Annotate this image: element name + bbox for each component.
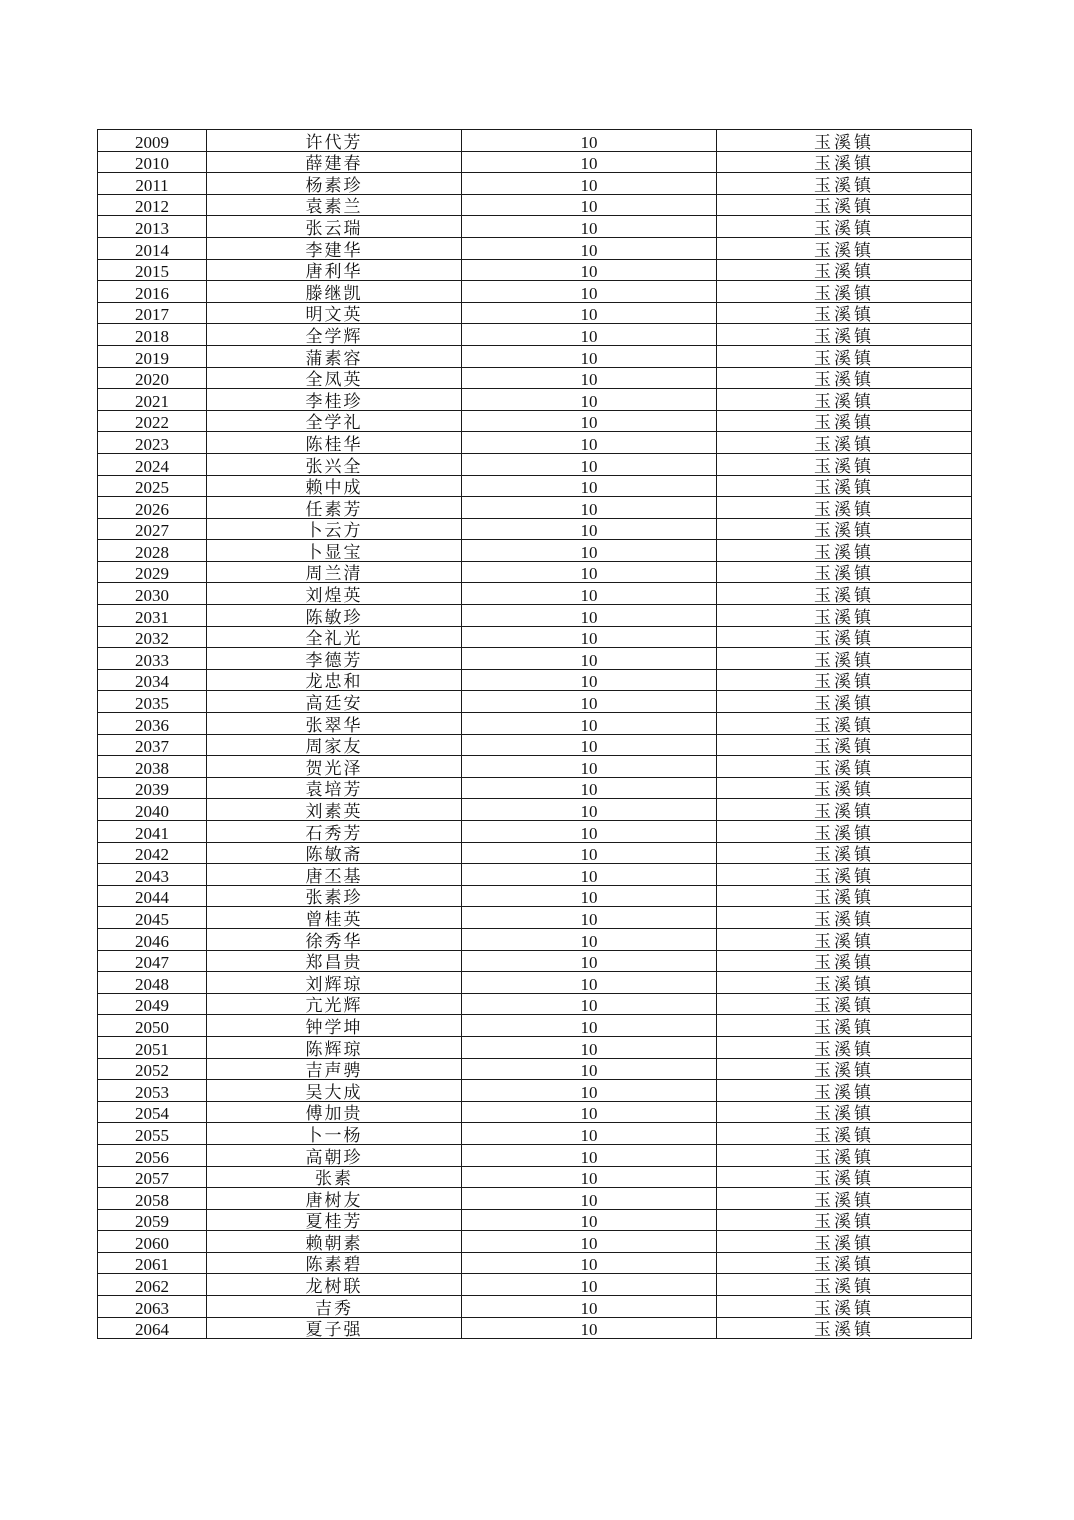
- person-name-cell: 贺光泽: [207, 756, 462, 778]
- table-row: [98, 151, 972, 173]
- row-number-cell: 2037: [98, 734, 207, 756]
- town-cell: 玉溪镇: [717, 130, 972, 152]
- amount-cell: 10: [462, 734, 717, 756]
- amount-cell: 10: [462, 1209, 717, 1231]
- person-name-cell: 陈敏珍: [207, 605, 462, 627]
- person-name-cell: 陈桂华: [207, 432, 462, 454]
- amount-cell: 10: [462, 626, 717, 648]
- person-name-cell: 许代芳: [207, 130, 462, 152]
- town-cell: 玉溪镇: [717, 561, 972, 583]
- amount-cell: 10: [462, 907, 717, 929]
- town-cell: 玉溪镇: [717, 1209, 972, 1231]
- person-name-cell: 蒲素容: [207, 345, 462, 367]
- amount-cell: 10: [462, 885, 717, 907]
- amount-cell: 10: [462, 561, 717, 583]
- table-row: [98, 324, 972, 346]
- person-name-cell: 刘辉琼: [207, 972, 462, 994]
- person-name-cell: 石秀芳: [207, 821, 462, 843]
- town-cell: 玉溪镇: [717, 151, 972, 173]
- amount-cell: 10: [462, 497, 717, 519]
- person-name-cell: 唐树友: [207, 1188, 462, 1210]
- town-cell: 玉溪镇: [717, 1231, 972, 1253]
- amount-cell: 10: [462, 324, 717, 346]
- table-row: [98, 907, 972, 929]
- town-cell: 玉溪镇: [717, 194, 972, 216]
- town-cell: 玉溪镇: [717, 777, 972, 799]
- person-name-cell: 薛建春: [207, 151, 462, 173]
- amount-cell: 10: [462, 475, 717, 497]
- town-cell: 玉溪镇: [717, 1144, 972, 1166]
- amount-cell: 10: [462, 237, 717, 259]
- amount-cell: 10: [462, 842, 717, 864]
- town-cell: 玉溪镇: [717, 907, 972, 929]
- row-number-cell: 2040: [98, 799, 207, 821]
- amount-cell: 10: [462, 1274, 717, 1296]
- person-name-cell: 张素珍: [207, 885, 462, 907]
- row-number-cell: 2059: [98, 1209, 207, 1231]
- person-name-cell: 卜显宝: [207, 540, 462, 562]
- town-cell: 玉溪镇: [717, 648, 972, 670]
- person-name-cell: 全礼光: [207, 626, 462, 648]
- row-number-cell: 2030: [98, 583, 207, 605]
- row-number-cell: 2046: [98, 928, 207, 950]
- town-cell: 玉溪镇: [717, 734, 972, 756]
- row-number-cell: 2021: [98, 389, 207, 411]
- table-row: [98, 194, 972, 216]
- row-number-cell: 2055: [98, 1123, 207, 1145]
- town-cell: 玉溪镇: [717, 1274, 972, 1296]
- person-name-cell: 傅加贵: [207, 1101, 462, 1123]
- person-name-cell: 高廷安: [207, 691, 462, 713]
- row-number-cell: 2009: [98, 130, 207, 152]
- town-cell: 玉溪镇: [717, 1101, 972, 1123]
- table-row: [98, 799, 972, 821]
- amount-cell: 10: [462, 1101, 717, 1123]
- town-cell: 玉溪镇: [717, 885, 972, 907]
- table-row: [98, 130, 972, 152]
- town-cell: 玉溪镇: [717, 281, 972, 303]
- table-row: [98, 734, 972, 756]
- table-row: [98, 713, 972, 735]
- row-number-cell: 2041: [98, 821, 207, 843]
- town-cell: 玉溪镇: [717, 799, 972, 821]
- amount-cell: 10: [462, 583, 717, 605]
- town-cell: 玉溪镇: [717, 950, 972, 972]
- table-row: [98, 864, 972, 886]
- person-name-cell: 全学辉: [207, 324, 462, 346]
- roster-table: [97, 129, 972, 1339]
- person-name-cell: 刘素英: [207, 799, 462, 821]
- person-name-cell: 郑昌贵: [207, 950, 462, 972]
- amount-cell: 10: [462, 194, 717, 216]
- town-cell: 玉溪镇: [717, 1188, 972, 1210]
- row-number-cell: 2013: [98, 216, 207, 238]
- town-cell: 玉溪镇: [717, 324, 972, 346]
- table-row: [98, 453, 972, 475]
- person-name-cell: 赖朝素: [207, 1231, 462, 1253]
- town-cell: 玉溪镇: [717, 1252, 972, 1274]
- row-number-cell: 2023: [98, 432, 207, 454]
- amount-cell: 10: [462, 777, 717, 799]
- person-name-cell: 滕继凯: [207, 281, 462, 303]
- row-number-cell: 2057: [98, 1166, 207, 1188]
- town-cell: 玉溪镇: [717, 518, 972, 540]
- town-cell: 玉溪镇: [717, 173, 972, 195]
- person-name-cell: 张兴全: [207, 453, 462, 475]
- town-cell: 玉溪镇: [717, 540, 972, 562]
- person-name-cell: 陈敏斋: [207, 842, 462, 864]
- table-row: [98, 345, 972, 367]
- row-number-cell: 2022: [98, 410, 207, 432]
- row-number-cell: 2018: [98, 324, 207, 346]
- amount-cell: 10: [462, 1080, 717, 1102]
- table-row: [98, 237, 972, 259]
- amount-cell: 10: [462, 605, 717, 627]
- amount-cell: 10: [462, 1317, 717, 1339]
- amount-cell: 10: [462, 216, 717, 238]
- row-number-cell: 2063: [98, 1296, 207, 1318]
- table-row: [98, 972, 972, 994]
- row-number-cell: 2042: [98, 842, 207, 864]
- person-name-cell: 李桂珍: [207, 389, 462, 411]
- amount-cell: 10: [462, 799, 717, 821]
- town-cell: 玉溪镇: [717, 1080, 972, 1102]
- town-cell: 玉溪镇: [717, 691, 972, 713]
- person-name-cell: 吉声骋: [207, 1058, 462, 1080]
- amount-cell: 10: [462, 540, 717, 562]
- amount-cell: 10: [462, 950, 717, 972]
- table-row: [98, 1274, 972, 1296]
- row-number-cell: 2043: [98, 864, 207, 886]
- row-number-cell: 2049: [98, 993, 207, 1015]
- table-row: [98, 777, 972, 799]
- amount-cell: 10: [462, 1036, 717, 1058]
- person-name-cell: 陈辉琼: [207, 1036, 462, 1058]
- table-row: [98, 259, 972, 281]
- amount-cell: 10: [462, 1296, 717, 1318]
- person-name-cell: 杨素珍: [207, 173, 462, 195]
- row-number-cell: 2012: [98, 194, 207, 216]
- person-name-cell: 夏桂芳: [207, 1209, 462, 1231]
- row-number-cell: 2027: [98, 518, 207, 540]
- town-cell: 玉溪镇: [717, 713, 972, 735]
- amount-cell: 10: [462, 756, 717, 778]
- table-row: [98, 1188, 972, 1210]
- table-row: [98, 691, 972, 713]
- person-name-cell: 全凤英: [207, 367, 462, 389]
- town-cell: 玉溪镇: [717, 583, 972, 605]
- amount-cell: 10: [462, 669, 717, 691]
- table-row: [98, 173, 972, 195]
- amount-cell: 10: [462, 864, 717, 886]
- person-name-cell: 卜云方: [207, 518, 462, 540]
- person-name-cell: 钟学坤: [207, 1015, 462, 1037]
- row-number-cell: 2031: [98, 605, 207, 627]
- person-name-cell: 亢光辉: [207, 993, 462, 1015]
- town-cell: 玉溪镇: [717, 1015, 972, 1037]
- amount-cell: 10: [462, 648, 717, 670]
- amount-cell: 10: [462, 928, 717, 950]
- row-number-cell: 2047: [98, 950, 207, 972]
- town-cell: 玉溪镇: [717, 259, 972, 281]
- person-name-cell: 高朝珍: [207, 1144, 462, 1166]
- table-row: [98, 1166, 972, 1188]
- row-number-cell: 2028: [98, 540, 207, 562]
- amount-cell: 10: [462, 130, 717, 152]
- person-name-cell: 夏子强: [207, 1317, 462, 1339]
- town-cell: 玉溪镇: [717, 410, 972, 432]
- amount-cell: 10: [462, 1252, 717, 1274]
- person-name-cell: 徐秀华: [207, 928, 462, 950]
- town-cell: 玉溪镇: [717, 1123, 972, 1145]
- row-number-cell: 2032: [98, 626, 207, 648]
- town-cell: 玉溪镇: [717, 972, 972, 994]
- person-name-cell: 吴大成: [207, 1080, 462, 1102]
- table-row: [98, 648, 972, 670]
- row-number-cell: 2016: [98, 281, 207, 303]
- row-number-cell: 2060: [98, 1231, 207, 1253]
- row-number-cell: 2035: [98, 691, 207, 713]
- amount-cell: 10: [462, 345, 717, 367]
- amount-cell: 10: [462, 972, 717, 994]
- person-name-cell: 张云瑞: [207, 216, 462, 238]
- table-row: [98, 475, 972, 497]
- table-row: [98, 885, 972, 907]
- town-cell: 玉溪镇: [717, 821, 972, 843]
- amount-cell: 10: [462, 1123, 717, 1145]
- amount-cell: 10: [462, 993, 717, 1015]
- row-number-cell: 2029: [98, 561, 207, 583]
- amount-cell: 10: [462, 367, 717, 389]
- row-number-cell: 2051: [98, 1036, 207, 1058]
- amount-cell: 10: [462, 821, 717, 843]
- person-name-cell: 唐利华: [207, 259, 462, 281]
- row-number-cell: 2020: [98, 367, 207, 389]
- table-row: [98, 583, 972, 605]
- town-cell: 玉溪镇: [717, 864, 972, 886]
- person-name-cell: 明文英: [207, 302, 462, 324]
- table-row: [98, 1209, 972, 1231]
- town-cell: 玉溪镇: [717, 367, 972, 389]
- table-row: [98, 410, 972, 432]
- person-name-cell: 陈素碧: [207, 1252, 462, 1274]
- table-row: [98, 561, 972, 583]
- row-number-cell: 2025: [98, 475, 207, 497]
- table-row: [98, 1101, 972, 1123]
- town-cell: 玉溪镇: [717, 345, 972, 367]
- person-name-cell: 唐丕基: [207, 864, 462, 886]
- row-number-cell: 2017: [98, 302, 207, 324]
- row-number-cell: 2045: [98, 907, 207, 929]
- row-number-cell: 2019: [98, 345, 207, 367]
- town-cell: 玉溪镇: [717, 1058, 972, 1080]
- table-row: [98, 993, 972, 1015]
- table-row: [98, 497, 972, 519]
- town-cell: 玉溪镇: [717, 1036, 972, 1058]
- row-number-cell: 2026: [98, 497, 207, 519]
- amount-cell: 10: [462, 432, 717, 454]
- table-row: [98, 1296, 972, 1318]
- amount-cell: 10: [462, 151, 717, 173]
- row-number-cell: 2015: [98, 259, 207, 281]
- amount-cell: 10: [462, 691, 717, 713]
- person-name-cell: 袁素兰: [207, 194, 462, 216]
- amount-cell: 10: [462, 518, 717, 540]
- town-cell: 玉溪镇: [717, 475, 972, 497]
- person-name-cell: 吉秀: [207, 1296, 462, 1318]
- town-cell: 玉溪镇: [717, 756, 972, 778]
- table-row: [98, 518, 972, 540]
- table-row: [98, 1058, 972, 1080]
- table-row: [98, 950, 972, 972]
- town-cell: 玉溪镇: [717, 605, 972, 627]
- amount-cell: 10: [462, 302, 717, 324]
- table-row: [98, 540, 972, 562]
- amount-cell: 10: [462, 713, 717, 735]
- town-cell: 玉溪镇: [717, 626, 972, 648]
- town-cell: 玉溪镇: [717, 389, 972, 411]
- table-row: [98, 756, 972, 778]
- row-number-cell: 2024: [98, 453, 207, 475]
- person-name-cell: 全学礼: [207, 410, 462, 432]
- amount-cell: 10: [462, 281, 717, 303]
- person-name-cell: 张素: [207, 1166, 462, 1188]
- person-name-cell: 李建华: [207, 237, 462, 259]
- table-row: [98, 821, 972, 843]
- amount-cell: 10: [462, 173, 717, 195]
- row-number-cell: 2034: [98, 669, 207, 691]
- row-number-cell: 2053: [98, 1080, 207, 1102]
- town-cell: 玉溪镇: [717, 1166, 972, 1188]
- amount-cell: 10: [462, 1015, 717, 1037]
- table-row: [98, 842, 972, 864]
- town-cell: 玉溪镇: [717, 928, 972, 950]
- town-cell: 玉溪镇: [717, 497, 972, 519]
- table-row: [98, 367, 972, 389]
- amount-cell: 10: [462, 1231, 717, 1253]
- table-row: [98, 1231, 972, 1253]
- table-row: [98, 216, 972, 238]
- amount-cell: 10: [462, 453, 717, 475]
- row-number-cell: 2061: [98, 1252, 207, 1274]
- town-cell: 玉溪镇: [717, 237, 972, 259]
- person-name-cell: 刘煌英: [207, 583, 462, 605]
- table-row: [98, 605, 972, 627]
- town-cell: 玉溪镇: [717, 842, 972, 864]
- amount-cell: 10: [462, 410, 717, 432]
- row-number-cell: 2011: [98, 173, 207, 195]
- person-name-cell: 张翠华: [207, 713, 462, 735]
- row-number-cell: 2052: [98, 1058, 207, 1080]
- table-row: [98, 1252, 972, 1274]
- person-name-cell: 周家友: [207, 734, 462, 756]
- table-row: [98, 1080, 972, 1102]
- table-row: [98, 1015, 972, 1037]
- town-cell: 玉溪镇: [717, 1296, 972, 1318]
- town-cell: 玉溪镇: [717, 302, 972, 324]
- town-cell: 玉溪镇: [717, 669, 972, 691]
- row-number-cell: 2039: [98, 777, 207, 799]
- table-row: [98, 928, 972, 950]
- amount-cell: 10: [462, 389, 717, 411]
- person-name-cell: 任素芳: [207, 497, 462, 519]
- row-number-cell: 2050: [98, 1015, 207, 1037]
- row-number-cell: 2014: [98, 237, 207, 259]
- table-row: [98, 389, 972, 411]
- table-row: [98, 432, 972, 454]
- row-number-cell: 2048: [98, 972, 207, 994]
- table-row: [98, 1317, 972, 1339]
- town-cell: 玉溪镇: [717, 432, 972, 454]
- table-row: [98, 626, 972, 648]
- row-number-cell: 2038: [98, 756, 207, 778]
- roster-table-body: [98, 130, 972, 1339]
- person-name-cell: 曾桂英: [207, 907, 462, 929]
- person-name-cell: 袁培芳: [207, 777, 462, 799]
- amount-cell: 10: [462, 1058, 717, 1080]
- person-name-cell: 龙树联: [207, 1274, 462, 1296]
- person-name-cell: 龙忠和: [207, 669, 462, 691]
- table-row: [98, 669, 972, 691]
- town-cell: 玉溪镇: [717, 993, 972, 1015]
- town-cell: 玉溪镇: [717, 453, 972, 475]
- table-row: [98, 1144, 972, 1166]
- table-row: [98, 302, 972, 324]
- person-name-cell: 卜一杨: [207, 1123, 462, 1145]
- amount-cell: 10: [462, 1144, 717, 1166]
- row-number-cell: 2010: [98, 151, 207, 173]
- table-row: [98, 1123, 972, 1145]
- person-name-cell: 赖中成: [207, 475, 462, 497]
- row-number-cell: 2033: [98, 648, 207, 670]
- row-number-cell: 2064: [98, 1317, 207, 1339]
- row-number-cell: 2058: [98, 1188, 207, 1210]
- row-number-cell: 2044: [98, 885, 207, 907]
- town-cell: 玉溪镇: [717, 1317, 972, 1339]
- amount-cell: 10: [462, 1188, 717, 1210]
- town-cell: 玉溪镇: [717, 216, 972, 238]
- row-number-cell: 2062: [98, 1274, 207, 1296]
- amount-cell: 10: [462, 259, 717, 281]
- row-number-cell: 2036: [98, 713, 207, 735]
- row-number-cell: 2054: [98, 1101, 207, 1123]
- table-row: [98, 281, 972, 303]
- table-row: [98, 1036, 972, 1058]
- person-name-cell: 李德芳: [207, 648, 462, 670]
- person-name-cell: 周兰清: [207, 561, 462, 583]
- row-number-cell: 2056: [98, 1144, 207, 1166]
- amount-cell: 10: [462, 1166, 717, 1188]
